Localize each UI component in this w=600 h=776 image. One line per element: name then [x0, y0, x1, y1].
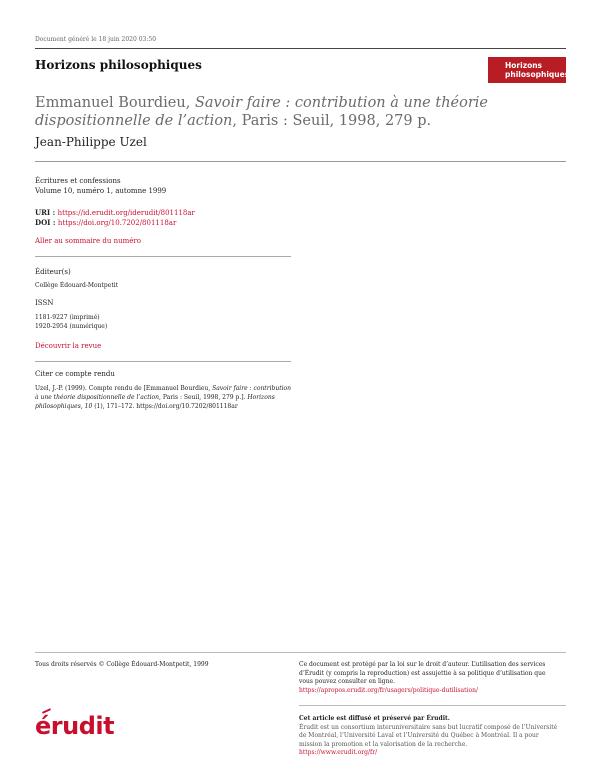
issn-title: ISSN: [35, 299, 54, 307]
citation-part: (1), 171–172. https://doi.org/10.7202/801118ar: [92, 403, 238, 410]
top-divider: [35, 48, 566, 49]
copyright-notice: Tous droits réservés © Collège Édouard-Montpetit, 1999: [35, 661, 209, 668]
citation-part: ,: [80, 403, 85, 410]
doi-label: DOI :: [35, 218, 58, 227]
issue-volume: Volume 10, numéro 1, automne 1999: [35, 187, 167, 195]
back-to-issue-link[interactable]: Aller au sommaire du numéro: [35, 237, 141, 245]
doi-row: [35, 218, 195, 228]
journal-logo-line1: Horizons: [505, 61, 543, 70]
journal-logo-line2: philosophiques: [505, 69, 570, 79]
title-part2: , Paris : Seuil, 1998, 279 p.: [232, 113, 432, 129]
footer-divider-right: [299, 705, 566, 706]
journal-logo[interactable]: [488, 57, 570, 83]
article-title: [35, 94, 535, 130]
usage-policy-link[interactable]: https://apropos.erudit.org/fr/usagers/politique-dutilisation/: [299, 686, 478, 694]
publisher-name: Collège Édouard-Montpetit: [35, 282, 119, 289]
section-divider: [35, 256, 291, 257]
uri-row: [35, 208, 195, 218]
issn-digital: 1920-2954 (numérique): [35, 323, 108, 330]
title-part1: Emmanuel Bourdieu,: [35, 95, 195, 111]
discover-journal-link[interactable]: Découvrir la revue: [35, 342, 102, 350]
erudit-notice: [299, 715, 561, 758]
generated-date: Document généré le 18 juin 2020 03:50: [35, 36, 157, 43]
citation-text: [35, 384, 295, 411]
uri-link[interactable]: https://id.erudit.org/iderudit/801118ar: [57, 209, 195, 217]
issue-title: Écritures et confessions: [35, 177, 121, 185]
usage-notice: [299, 661, 549, 695]
section-divider: [35, 361, 291, 362]
footer-divider: [35, 652, 566, 653]
citation-part: Uzel, J.-P. (1999). Compte rendu de [Emmanuel Bourdieu,: [35, 385, 213, 392]
journal-name: Horizons philosophiques: [35, 58, 202, 72]
erudit-logo[interactable]: érudit: [35, 712, 115, 740]
publisher-title: Éditeur(s): [35, 268, 71, 276]
uri-label: URI :: [35, 208, 58, 217]
identifier-links: [35, 208, 195, 228]
usage-notice-text: Ce document est protégé par la loi sur le droit d’auteur. L’utilisation des services d’Érudit (y compris la reproduction) est assujettie à sa politique d’utilisation que vous pouvez consulter en ligne.: [299, 661, 546, 685]
issn-print: 1181-9227 (imprimé): [35, 314, 100, 321]
erudit-notice-text: Érudit est un consortium interuniversitaire sans but lucratif composé de l’Université de Montréal, l’Université Laval et l’Université du Québec à Montréal. Il a pour mission la promotion et la valorisation de la recherche.: [299, 723, 558, 748]
citation-italic: Horizons philosophiques: [35, 394, 275, 410]
erudit-site-link[interactable]: https://www.erudit.org/fr/: [299, 749, 378, 756]
citation-italic: Savoir faire : contribution à une théorie dispositionnelle de l’action: [35, 385, 292, 401]
article-author: Jean-Philippe Uzel: [35, 135, 147, 149]
issn-values: [35, 313, 107, 331]
doi-link[interactable]: https://doi.org/10.7202/801118ar: [57, 219, 177, 227]
erudit-notice-title: Cet article est diffusé et préservé par Érudit.: [299, 715, 450, 722]
citation-italic: 10: [84, 403, 93, 410]
citation-title: Citer ce compte rendu: [35, 370, 115, 378]
issue-info: [35, 176, 166, 196]
title-italic: Savoir faire : contribution à une théorie dispositionnelle de l’action: [35, 95, 488, 129]
citation-part: , Paris : Seuil, 1998, 279 p.].: [159, 394, 248, 401]
middle-divider: [35, 161, 566, 162]
